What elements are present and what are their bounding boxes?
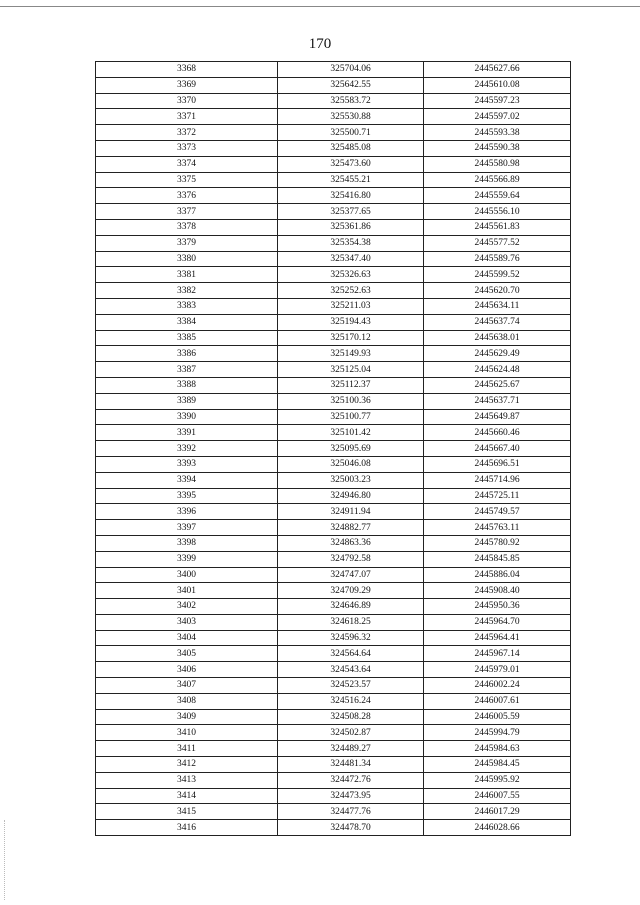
x-coordinate-cell: 325326.63 (278, 267, 424, 283)
x-coordinate-cell: 325100.36 (278, 393, 424, 409)
point-number-cell: 3382 (96, 283, 278, 299)
point-number-cell: 3412 (96, 757, 278, 773)
table-row (96, 488, 571, 504)
table-row (96, 693, 571, 709)
x-coordinate-cell: 325170.12 (278, 330, 424, 346)
y-coordinate-cell: 2445589.76 (424, 251, 571, 267)
y-coordinate-cell: 2445886.04 (424, 567, 571, 583)
point-number-cell: 3388 (96, 377, 278, 393)
point-number-cell: 3375 (96, 172, 278, 188)
table-row (96, 125, 571, 141)
y-coordinate-cell: 2445984.63 (424, 741, 571, 757)
y-coordinate-cell: 2445763.11 (424, 520, 571, 536)
y-coordinate-cell: 2445780.92 (424, 535, 571, 551)
table-row (96, 219, 571, 235)
x-coordinate-cell: 325252.63 (278, 283, 424, 299)
table-row (96, 788, 571, 804)
x-coordinate-cell: 324747.07 (278, 567, 424, 583)
x-coordinate-cell: 325704.06 (278, 62, 424, 78)
point-number-cell: 3371 (96, 109, 278, 125)
point-number-cell: 3410 (96, 725, 278, 741)
table-row (96, 535, 571, 551)
table-row (96, 709, 571, 725)
x-coordinate-cell: 324472.76 (278, 772, 424, 788)
point-number-cell: 3402 (96, 599, 278, 615)
point-number-cell: 3387 (96, 362, 278, 378)
table-row (96, 267, 571, 283)
y-coordinate-cell: 2445580.98 (424, 156, 571, 172)
table-row (96, 109, 571, 125)
point-number-cell: 3404 (96, 630, 278, 646)
y-coordinate-cell: 2445559.64 (424, 188, 571, 204)
x-coordinate-cell: 324478.70 (278, 820, 424, 836)
table-row (96, 251, 571, 267)
y-coordinate-cell: 2445629.49 (424, 346, 571, 362)
table-row (96, 599, 571, 615)
point-number-cell: 3409 (96, 709, 278, 725)
y-coordinate-cell: 2445597.02 (424, 109, 571, 125)
table-row (96, 772, 571, 788)
table-row (96, 456, 571, 472)
x-coordinate-cell: 325211.03 (278, 298, 424, 314)
y-coordinate-cell: 2445995.92 (424, 772, 571, 788)
y-coordinate-cell: 2446002.24 (424, 678, 571, 694)
x-coordinate-cell: 324543.64 (278, 662, 424, 678)
binding-margin-mark (4, 820, 7, 900)
point-number-cell: 3368 (96, 62, 278, 78)
x-coordinate-cell: 325194.43 (278, 314, 424, 330)
point-number-cell: 3370 (96, 93, 278, 109)
table-row (96, 804, 571, 820)
table-row (96, 678, 571, 694)
table-row (96, 472, 571, 488)
x-coordinate-cell: 324911.94 (278, 504, 424, 520)
table-row (96, 393, 571, 409)
point-number-cell: 3372 (96, 125, 278, 141)
table-row (96, 283, 571, 299)
y-coordinate-cell: 2445624.48 (424, 362, 571, 378)
point-number-cell: 3379 (96, 235, 278, 251)
point-number-cell: 3390 (96, 409, 278, 425)
x-coordinate-cell: 325149.93 (278, 346, 424, 362)
y-coordinate-cell: 2445967.14 (424, 646, 571, 662)
y-coordinate-cell: 2445577.52 (424, 235, 571, 251)
y-coordinate-cell: 2445590.38 (424, 140, 571, 156)
point-number-cell: 3386 (96, 346, 278, 362)
x-coordinate-cell: 325377.65 (278, 204, 424, 220)
table-row (96, 520, 571, 536)
point-number-cell: 3381 (96, 267, 278, 283)
y-coordinate-cell: 2445950.36 (424, 599, 571, 615)
x-coordinate-cell: 325347.40 (278, 251, 424, 267)
point-number-cell: 3373 (96, 140, 278, 156)
x-coordinate-cell: 325112.37 (278, 377, 424, 393)
point-number-cell: 3384 (96, 314, 278, 330)
y-coordinate-cell: 2445984.45 (424, 757, 571, 773)
table-row (96, 425, 571, 441)
point-number-cell: 3393 (96, 456, 278, 472)
x-coordinate-cell: 325642.55 (278, 77, 424, 93)
y-coordinate-cell: 2445649.87 (424, 409, 571, 425)
y-coordinate-cell: 2446017.29 (424, 804, 571, 820)
x-coordinate-cell: 324618.25 (278, 614, 424, 630)
y-coordinate-cell: 2445637.74 (424, 314, 571, 330)
table-row (96, 409, 571, 425)
x-coordinate-cell: 324882.77 (278, 520, 424, 536)
point-number-cell: 3397 (96, 520, 278, 536)
point-number-cell: 3394 (96, 472, 278, 488)
x-coordinate-cell: 324792.58 (278, 551, 424, 567)
point-number-cell: 3413 (96, 772, 278, 788)
x-coordinate-cell: 324481.34 (278, 757, 424, 773)
y-coordinate-cell: 2445964.41 (424, 630, 571, 646)
x-coordinate-cell: 325095.69 (278, 441, 424, 457)
point-number-cell: 3405 (96, 646, 278, 662)
table-row (96, 62, 571, 78)
y-coordinate-cell: 2445610.08 (424, 77, 571, 93)
point-number-cell: 3383 (96, 298, 278, 314)
y-coordinate-cell: 2445667.40 (424, 441, 571, 457)
y-coordinate-cell: 2445845.85 (424, 551, 571, 567)
y-coordinate-cell: 2445627.66 (424, 62, 571, 78)
y-coordinate-cell: 2445638.01 (424, 330, 571, 346)
point-number-cell: 3396 (96, 504, 278, 520)
x-coordinate-cell: 324516.24 (278, 693, 424, 709)
y-coordinate-cell: 2445599.52 (424, 267, 571, 283)
table-row (96, 551, 571, 567)
table-row (96, 741, 571, 757)
y-coordinate-cell: 2446028.66 (424, 820, 571, 836)
y-coordinate-cell: 2445593.38 (424, 125, 571, 141)
x-coordinate-cell: 325500.71 (278, 125, 424, 141)
point-number-cell: 3377 (96, 204, 278, 220)
table-row (96, 188, 571, 204)
table-row (96, 567, 571, 583)
x-coordinate-cell: 325455.21 (278, 172, 424, 188)
x-coordinate-cell: 324523.57 (278, 678, 424, 694)
y-coordinate-cell: 2445964.70 (424, 614, 571, 630)
coordinate-table (95, 61, 571, 836)
point-number-cell: 3400 (96, 567, 278, 583)
y-coordinate-cell: 2446005.59 (424, 709, 571, 725)
y-coordinate-cell: 2446007.61 (424, 693, 571, 709)
point-number-cell: 3411 (96, 741, 278, 757)
table-row (96, 298, 571, 314)
y-coordinate-cell: 2445749.57 (424, 504, 571, 520)
y-coordinate-cell: 2445597.23 (424, 93, 571, 109)
point-number-cell: 3378 (96, 219, 278, 235)
table-row (96, 235, 571, 251)
x-coordinate-cell: 324489.27 (278, 741, 424, 757)
point-number-cell: 3391 (96, 425, 278, 441)
table-row (96, 614, 571, 630)
table-row (96, 156, 571, 172)
table-row (96, 646, 571, 662)
x-coordinate-cell: 324473.95 (278, 788, 424, 804)
y-coordinate-cell: 2445714.96 (424, 472, 571, 488)
top-rule (0, 6, 640, 7)
y-coordinate-cell: 2445634.11 (424, 298, 571, 314)
x-coordinate-cell: 324564.64 (278, 646, 424, 662)
point-number-cell: 3374 (96, 156, 278, 172)
x-coordinate-cell: 325530.88 (278, 109, 424, 125)
y-coordinate-cell: 2445556.10 (424, 204, 571, 220)
x-coordinate-cell: 324646.89 (278, 599, 424, 615)
point-number-cell: 3376 (96, 188, 278, 204)
table-row (96, 583, 571, 599)
y-coordinate-cell: 2445561.83 (424, 219, 571, 235)
x-coordinate-cell: 325473.60 (278, 156, 424, 172)
point-number-cell: 3406 (96, 662, 278, 678)
table-row (96, 662, 571, 678)
table-row (96, 441, 571, 457)
x-coordinate-cell: 324946.80 (278, 488, 424, 504)
x-coordinate-cell: 325101.42 (278, 425, 424, 441)
x-coordinate-cell: 325416.80 (278, 188, 424, 204)
point-number-cell: 3380 (96, 251, 278, 267)
table-row (96, 172, 571, 188)
y-coordinate-cell: 2445725.11 (424, 488, 571, 504)
x-coordinate-cell: 324502.87 (278, 725, 424, 741)
page-number: 170 (308, 36, 332, 52)
point-number-cell: 3389 (96, 393, 278, 409)
table-row (96, 204, 571, 220)
point-number-cell: 3395 (96, 488, 278, 504)
x-coordinate-cell: 324709.29 (278, 583, 424, 599)
x-coordinate-cell: 325361.86 (278, 219, 424, 235)
y-coordinate-cell: 2446007.55 (424, 788, 571, 804)
x-coordinate-cell: 324508.28 (278, 709, 424, 725)
point-number-cell: 3401 (96, 583, 278, 599)
table-row (96, 140, 571, 156)
point-number-cell: 3399 (96, 551, 278, 567)
x-coordinate-cell: 325046.08 (278, 456, 424, 472)
y-coordinate-cell: 2445660.46 (424, 425, 571, 441)
x-coordinate-cell: 325485.08 (278, 140, 424, 156)
x-coordinate-cell: 325003.23 (278, 472, 424, 488)
y-coordinate-cell: 2445620.70 (424, 283, 571, 299)
table-row (96, 330, 571, 346)
point-number-cell: 3398 (96, 535, 278, 551)
y-coordinate-cell: 2445908.40 (424, 583, 571, 599)
table-row (96, 377, 571, 393)
table-row (96, 362, 571, 378)
table-row (96, 504, 571, 520)
x-coordinate-cell: 324863.36 (278, 535, 424, 551)
point-number-cell: 3369 (96, 77, 278, 93)
y-coordinate-cell: 2445979.01 (424, 662, 571, 678)
point-number-cell: 3403 (96, 614, 278, 630)
table-row (96, 725, 571, 741)
coordinate-table-body (96, 62, 571, 836)
x-coordinate-cell: 324477.76 (278, 804, 424, 820)
table-row (96, 820, 571, 836)
table-row (96, 77, 571, 93)
x-coordinate-cell: 325100.77 (278, 409, 424, 425)
table-row (96, 630, 571, 646)
point-number-cell: 3407 (96, 678, 278, 694)
table-row (96, 346, 571, 362)
point-number-cell: 3414 (96, 788, 278, 804)
table-row (96, 93, 571, 109)
y-coordinate-cell: 2445637.71 (424, 393, 571, 409)
point-number-cell: 3408 (96, 693, 278, 709)
y-coordinate-cell: 2445625.67 (424, 377, 571, 393)
point-number-cell: 3415 (96, 804, 278, 820)
point-number-cell: 3385 (96, 330, 278, 346)
y-coordinate-cell: 2445994.79 (424, 725, 571, 741)
point-number-cell: 3416 (96, 820, 278, 836)
x-coordinate-cell: 325354.38 (278, 235, 424, 251)
point-number-cell: 3392 (96, 441, 278, 457)
x-coordinate-cell: 325125.04 (278, 362, 424, 378)
y-coordinate-cell: 2445696.51 (424, 456, 571, 472)
x-coordinate-cell: 325583.72 (278, 93, 424, 109)
table-row (96, 314, 571, 330)
y-coordinate-cell: 2445566.89 (424, 172, 571, 188)
x-coordinate-cell: 324596.32 (278, 630, 424, 646)
table-row (96, 757, 571, 773)
